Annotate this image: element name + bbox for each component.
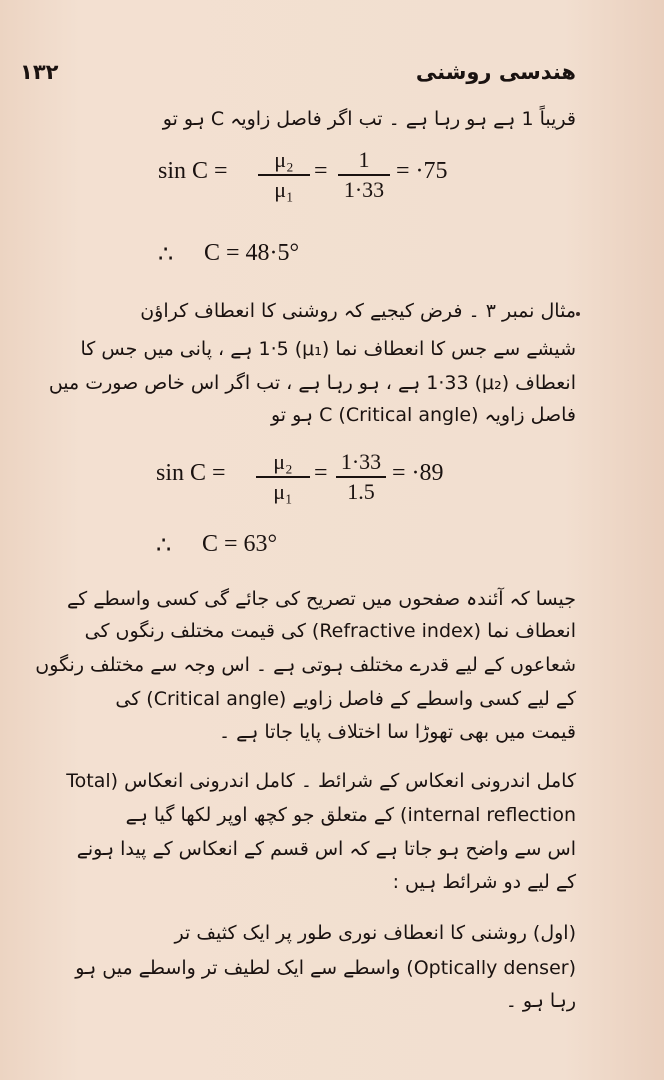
fraction-bar [338, 174, 390, 176]
text-line: internal reflection) کے متعلق جو کچھ اوپر لکھا گیا ہے [125, 804, 576, 826]
text-line: رہا ہو ۔ [505, 990, 576, 1012]
equals-sign: = [314, 460, 328, 486]
equation-lhs: sin C = [156, 460, 226, 486]
equation-lhs: sin C = [158, 158, 228, 184]
text-line: مثال نمبر ۳ ۔ فرض کیجیے کہ روشنی کا انعطاف کراؤن [140, 300, 576, 322]
fraction-bar [258, 174, 310, 176]
text-line: کے لیے کسی واسطے کے فاصل زاویے (Critical angle) کی [115, 688, 576, 710]
text-line: جیسا کہ آئندہ صفحوں میں تصریح کی جائے گی کسی واسطے کے [66, 588, 576, 610]
text-line: شیشے سے جس کا انعطاف نما (μ₁) 1·5 ہے ، پانی میں جس کا [80, 338, 576, 360]
page-number: ۱۳۲ [20, 60, 59, 84]
equation-result: = ·75 [396, 158, 448, 184]
denominator: μ₁ [273, 478, 293, 504]
fraction-133-over-15 [336, 450, 386, 504]
numerator: μ₂ [273, 449, 293, 474]
text-line: کامل اندرونی انعکاس کے شرائط ۔ کامل اندرونی انعکاس (Total [66, 770, 576, 792]
numerator: 1·33 [340, 449, 382, 474]
fraction-mu2-mu1 [256, 450, 310, 504]
text-line: فاصل زاویہ (Critical angle) C ہو تو [270, 404, 576, 426]
therefore-symbol: ∴ [158, 242, 174, 268]
numerator: μ₂ [274, 147, 294, 172]
fraction-bar [256, 476, 310, 478]
text-line: (اول) روشنی کا انعطاف نوری طور پر ایک کثیف تر [174, 922, 576, 944]
running-title: ھندسی روشنی [415, 60, 576, 84]
text-line: کے لیے دو شرائط ہیں : [392, 871, 576, 893]
c-result: C = 48·5° [204, 240, 300, 266]
bullet-dot [576, 312, 580, 316]
therefore-symbol: ∴ [156, 533, 172, 559]
denominator: 1·33 [343, 176, 385, 202]
text-line: قریباً 1 ہے ہو رہا ہے ۔ تب اگر فاصل زاویہ C ہو تو [162, 108, 576, 130]
equation-result: = ·89 [392, 460, 444, 486]
fraction-mu2-mu1 [258, 148, 310, 202]
equals-sign: = [314, 158, 328, 184]
numerator: 1 [358, 147, 370, 172]
denominator: μ₁ [274, 176, 294, 202]
text-line: انعطاف نما (Refractive index) کی قیمت مختلف رنگوں کی [84, 620, 576, 642]
text-line: (Optically denser) واسطے سے ایک لطیف تر واسطے میں ہو [75, 957, 576, 979]
text-line: اس سے واضح ہو جاتا ہے کہ اس قسم کے انعکاس کے پیدا ہونے [76, 838, 576, 860]
c-result: C = 63° [202, 531, 278, 557]
text-line: شعاعوں کے لیے قدرے مختلف ہوتی ہے ۔ اس وجہ سے مختلف رنگوں [35, 654, 576, 676]
fraction-bar [336, 476, 386, 478]
text-line: انعطاف (μ₂) 1·33 ہے ، ہو رہا ہے ، تب اگر اس خاص صورت میں [48, 372, 576, 394]
fraction-1-over-133 [338, 148, 390, 202]
denominator: 1.5 [347, 478, 375, 504]
text-line: قیمت میں بھی تھوڑا سا اختلاف پایا جاتا ہے ۔ [218, 721, 576, 743]
